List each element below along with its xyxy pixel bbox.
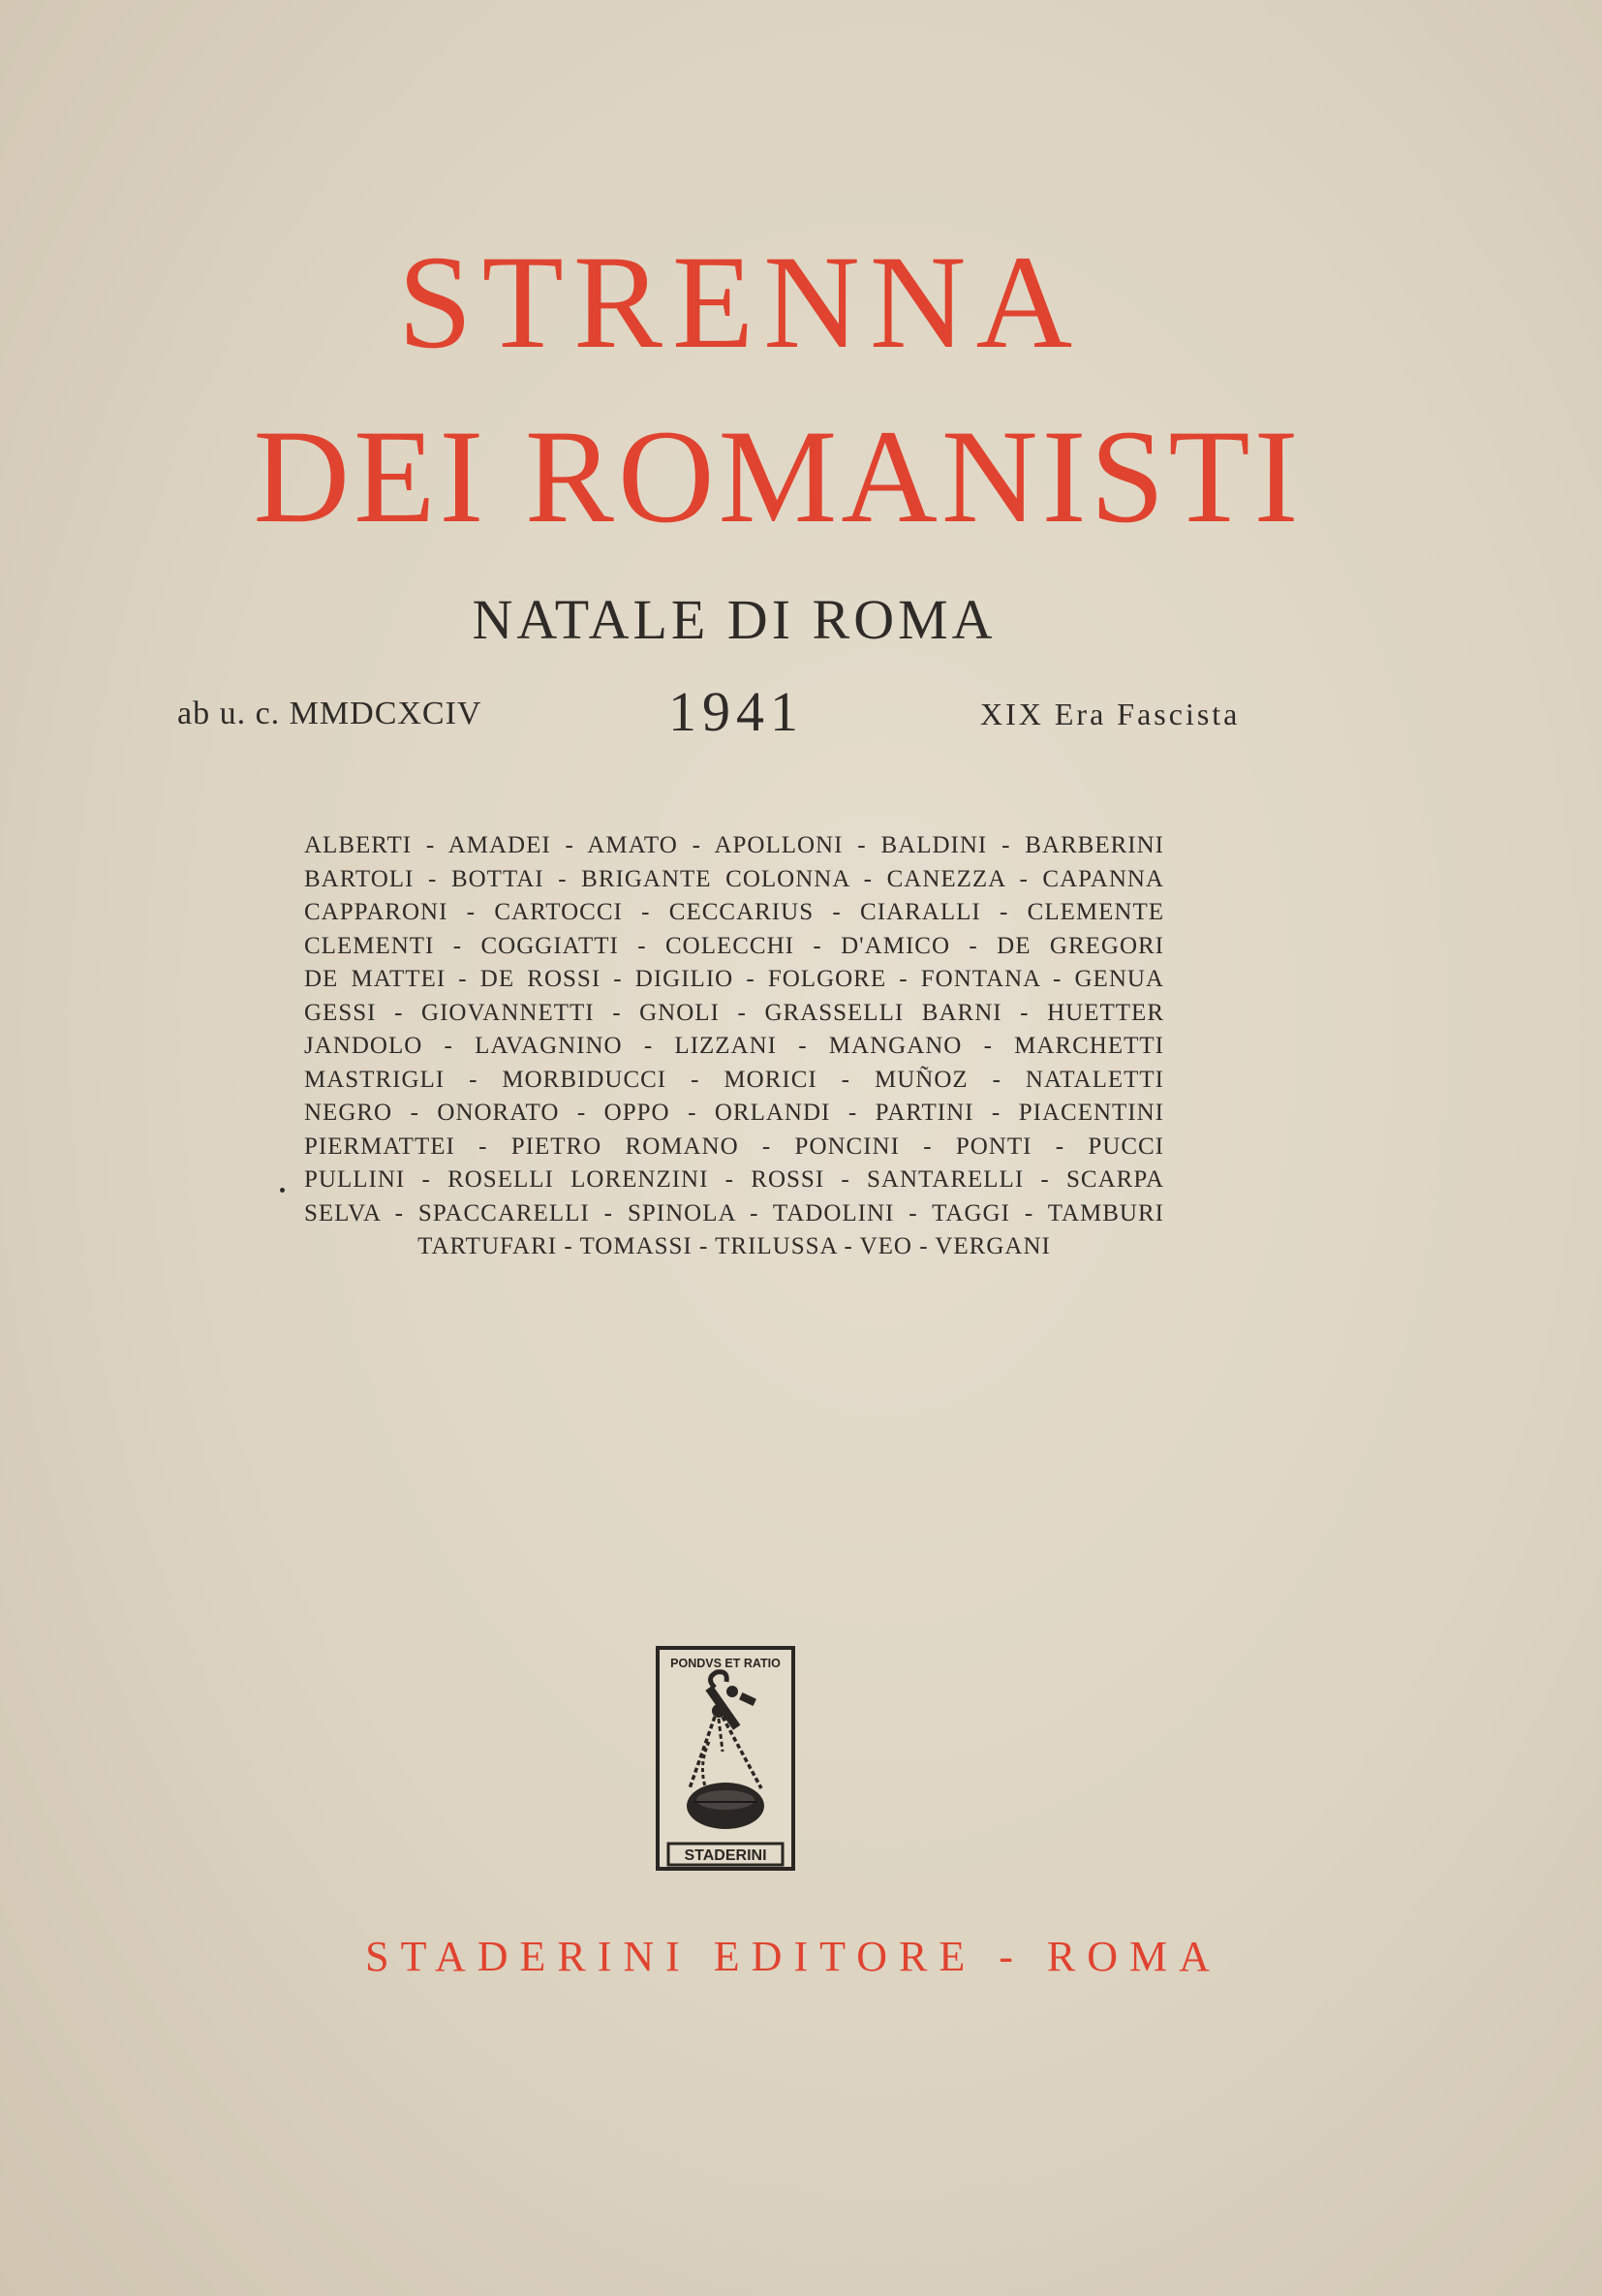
title-line-1: STRENNA xyxy=(397,228,1083,376)
contributors-line: CAPPARONI - CARTOCCI - CECCARIUS - CIARALLI - CLEMENTE xyxy=(304,899,1164,925)
dateline-year: 1941 xyxy=(668,680,804,743)
contributors-line: PIERMATTEI - PIETRO ROMANO - PONCINI - PONTI - PUCCI xyxy=(304,1132,1164,1160)
publisher-imprint: STADERINI EDITORE - ROMA xyxy=(365,1933,1221,1980)
contributors-line: JANDOLO - LAVAGNINO - LIZZANI - MANGANO - MARCHETTI xyxy=(304,1033,1164,1059)
title-line-2: DEI ROMANISTI xyxy=(253,402,1303,550)
contributors-line: SELVA - SPACCARELLI - SPINOLA - TADOLINI - TAGGI - TAMBURI xyxy=(304,1199,1164,1226)
dateline-ab-urbe-condita: ab u. c. MMDCXCIV xyxy=(177,696,482,731)
contributors-list xyxy=(304,829,1164,1264)
contributors-line: ALBERTI - AMADEI - AMATO - APOLLONI - BALDINI - BARBERINI xyxy=(304,832,1164,858)
dateline-fascist-era: XIX Era Fascista xyxy=(980,697,1241,731)
contributors-line: DE MATTEI - DE ROSSI - DIGILIO - FOLGORE - FONTANA - GENUA xyxy=(304,966,1164,992)
contributors-line: TARTUFARI - TOMASSI - TRILUSSA - VEO - VERGANI xyxy=(417,1233,1051,1259)
contributors-line: NEGRO - ONORATO - OPPO - ORLANDI - PARTINI - PIACENTINI xyxy=(304,1100,1164,1126)
printers-mark-motto: PONDVS ET RATIO xyxy=(670,1657,781,1670)
contributors-line: GESSI - GIOVANNETTI - GNOLI - GRASSELLI BARNI - HUETTER xyxy=(304,999,1164,1026)
contributors-line: PULLINI - ROSELLI LORENZINI - ROSSI - SANTARELLI - SCARPA xyxy=(304,1166,1164,1193)
contributors-line: MASTRIGLI - MORBIDUCCI - MORICI - MUÑOZ - NATALETTI xyxy=(304,1066,1164,1093)
subtitle: NATALE DI ROMA xyxy=(472,588,997,651)
printers-mark-icon xyxy=(655,1645,796,1872)
contributors-line: CLEMENTI - COGGIATTI - COLECCHI - D'AMICO - DE GREGORI xyxy=(304,932,1164,959)
contributors-line: BARTOLI - BOTTAI - BRIGANTE COLONNA - CANEZZA - CAPANNA xyxy=(304,865,1164,892)
ink-speck xyxy=(280,1188,285,1193)
printers-mark-name: STADERINI xyxy=(684,1847,767,1864)
